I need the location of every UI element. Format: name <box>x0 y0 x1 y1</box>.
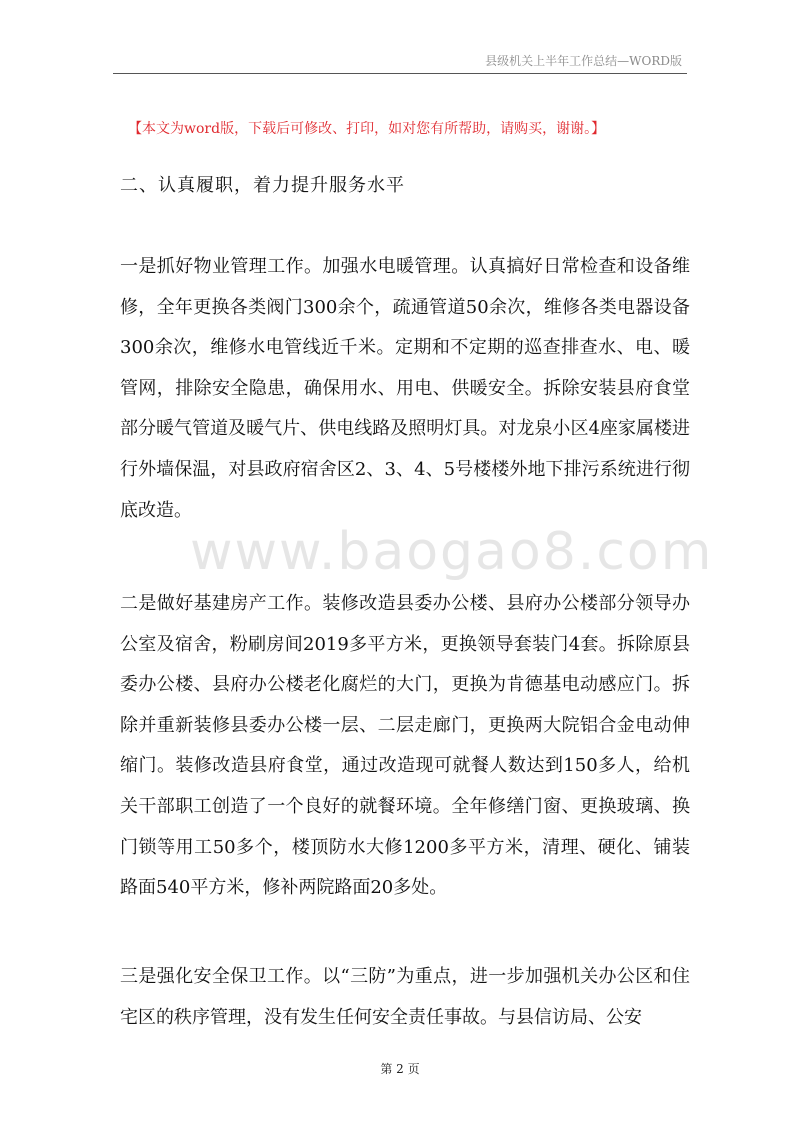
watermark: www.baogao8.com <box>190 522 714 582</box>
download-notice: 【本文为word版，下载后可修改、打印，如对您有所帮助，请购买，谢谢。】 <box>128 121 606 137</box>
paragraph-security <box>120 957 690 1038</box>
paragraph-text: 一是抓好物业管理工作。加强水电暖管理。认真搞好日常检查和设备维修，全年更换各类阀门300余个，疏通管道50余次，维修各类电器设备300余次，维修水电管线近千米。定期和不定期的巡查排查水、电、暖管网，排除安全隐患，确保用水、用电、供暖安全。拆除安装县府食堂部分暖气管道及暖气片、供电线路及照明灯具。对龙泉小区4座家属楼进行外墙保温，对县政府宿舍区2、3、4、5号楼楼外地下排污系统进行彻底改造。 <box>120 256 690 521</box>
paragraph-text: 三是强化安全保卫工作。以“三防”为重点，进一步加强机关办公区和住宅区的秩序管理，没有发生任何安全责任事故。与县信访局、公安 <box>120 966 690 1028</box>
section-heading: 二、认真履职，着力提升服务水平 <box>120 175 405 196</box>
paragraph-infrastructure <box>120 584 690 909</box>
page-number: 第 2 页 <box>380 1062 420 1076</box>
paragraph-text: 二是做好基建房产工作。装修改造县委办公楼、县府办公楼部分领导办公室及宿舍，粉刷房间2019多平方米，更换领导套装门4套。拆除原县委办公楼、县府办公楼老化腐烂的大门，更换为肯德基电动感应门。拆除并重新装修县委办公楼一层、二层走廊门，更换两大院铝合金电动伸缩门。装修改造县府食堂，通过改造现可就餐人数达到150多人，给机关干部职工创造了一个良好的就餐环境。全年修缮门窗、更换玻璃、换门锁等用工50多个，楼顶防水大修1200多平方米，清理、硬化、铺装路面540平方米，修补两院路面20多处。 <box>120 593 690 899</box>
header-divider <box>113 73 687 74</box>
header-title: 县级机关上半年工作总结—WORD版 <box>485 54 682 68</box>
paragraph-property-management <box>120 247 690 531</box>
